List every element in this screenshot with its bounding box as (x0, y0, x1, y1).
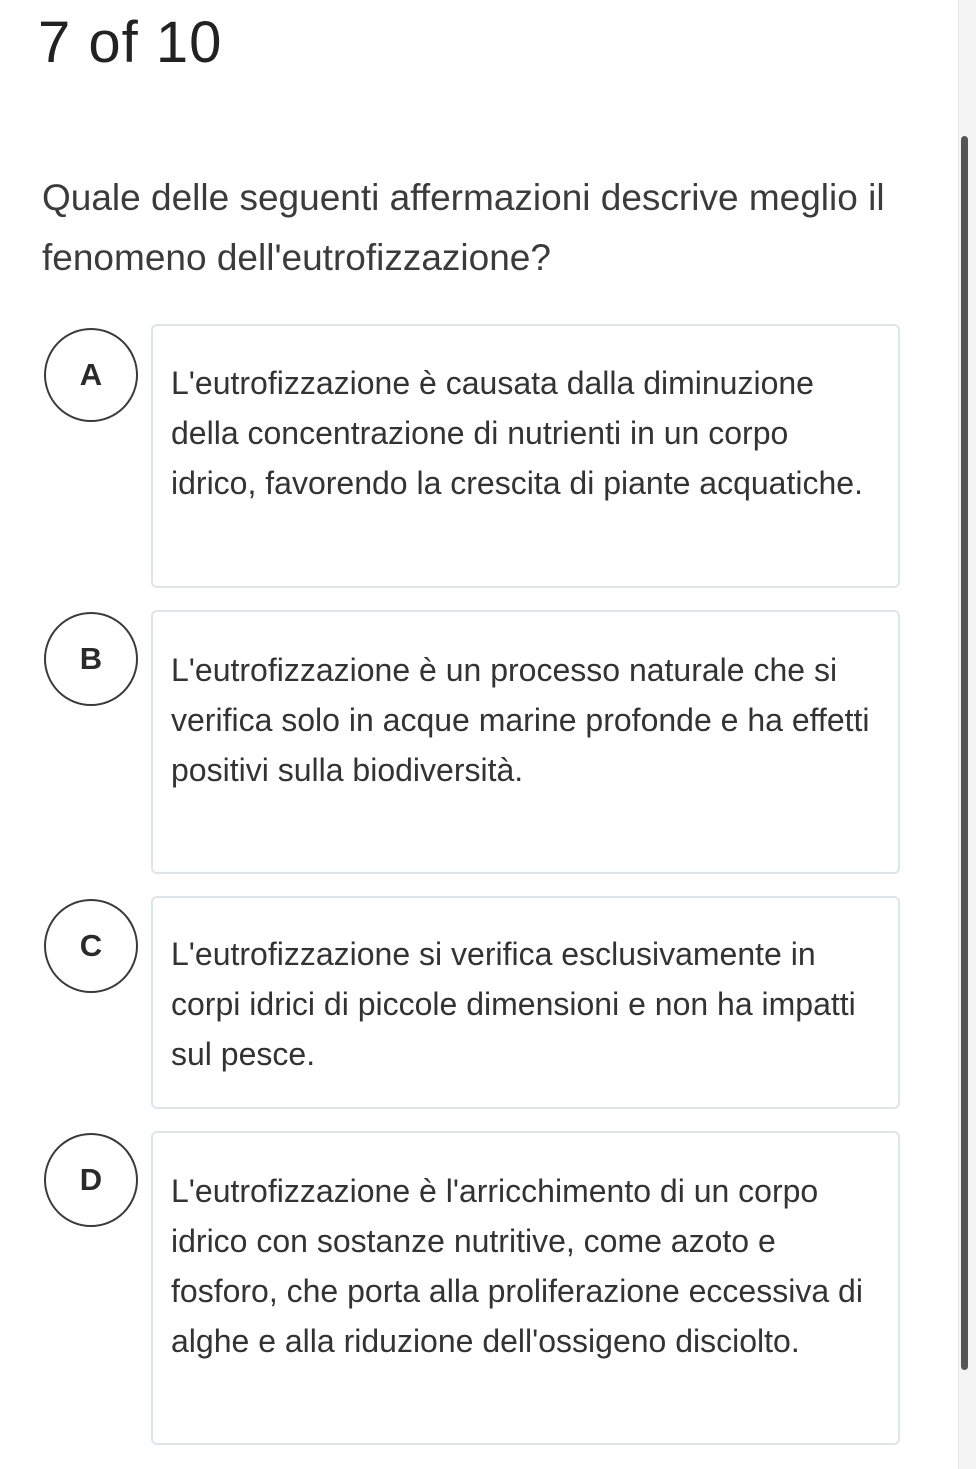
option-c-text: L'eutrofizzazione si verifica esclusivamente in corpi idrici di piccole dimensioni e non ha impatti sul pesce. (171, 936, 856, 1072)
question-text: Quale delle seguenti affermazioni descrive meglio il fenomeno dell'eutrofizzazione? (42, 177, 885, 278)
option-a-text: L'eutrofizzazione è causata dalla diminuzione della concentrazione di nutrienti in un corpo idrico, favorendo la crescita di piante acquatiche. (171, 365, 863, 501)
option-d-letter[interactable]: D (44, 1133, 138, 1227)
option-b-text: L'eutrofizzazione è un processo naturale che si verifica solo in acque marine profonde e ha effetti positivi sulla biodiversità. (171, 652, 870, 788)
option-d-text: L'eutrofizzazione è l'arricchimento di un corpo idrico con sostanze nutritive, come azoto e fosforo, che porta alla proliferazione eccessiva di alghe e alla riduzione dell'ossigeno disciolto. (171, 1173, 863, 1359)
option-b-card[interactable] (151, 610, 900, 874)
question-counter: 7 of 10 (38, 10, 223, 75)
option-c-card[interactable] (151, 896, 900, 1109)
option-c-letter[interactable]: C (44, 899, 138, 993)
option-a-letter[interactable]: A (44, 328, 138, 422)
option-a-card[interactable] (151, 324, 900, 588)
scrollbar-thumb[interactable] (961, 136, 968, 1370)
option-d-card[interactable] (151, 1131, 900, 1445)
option-b-letter[interactable]: B (44, 612, 138, 706)
